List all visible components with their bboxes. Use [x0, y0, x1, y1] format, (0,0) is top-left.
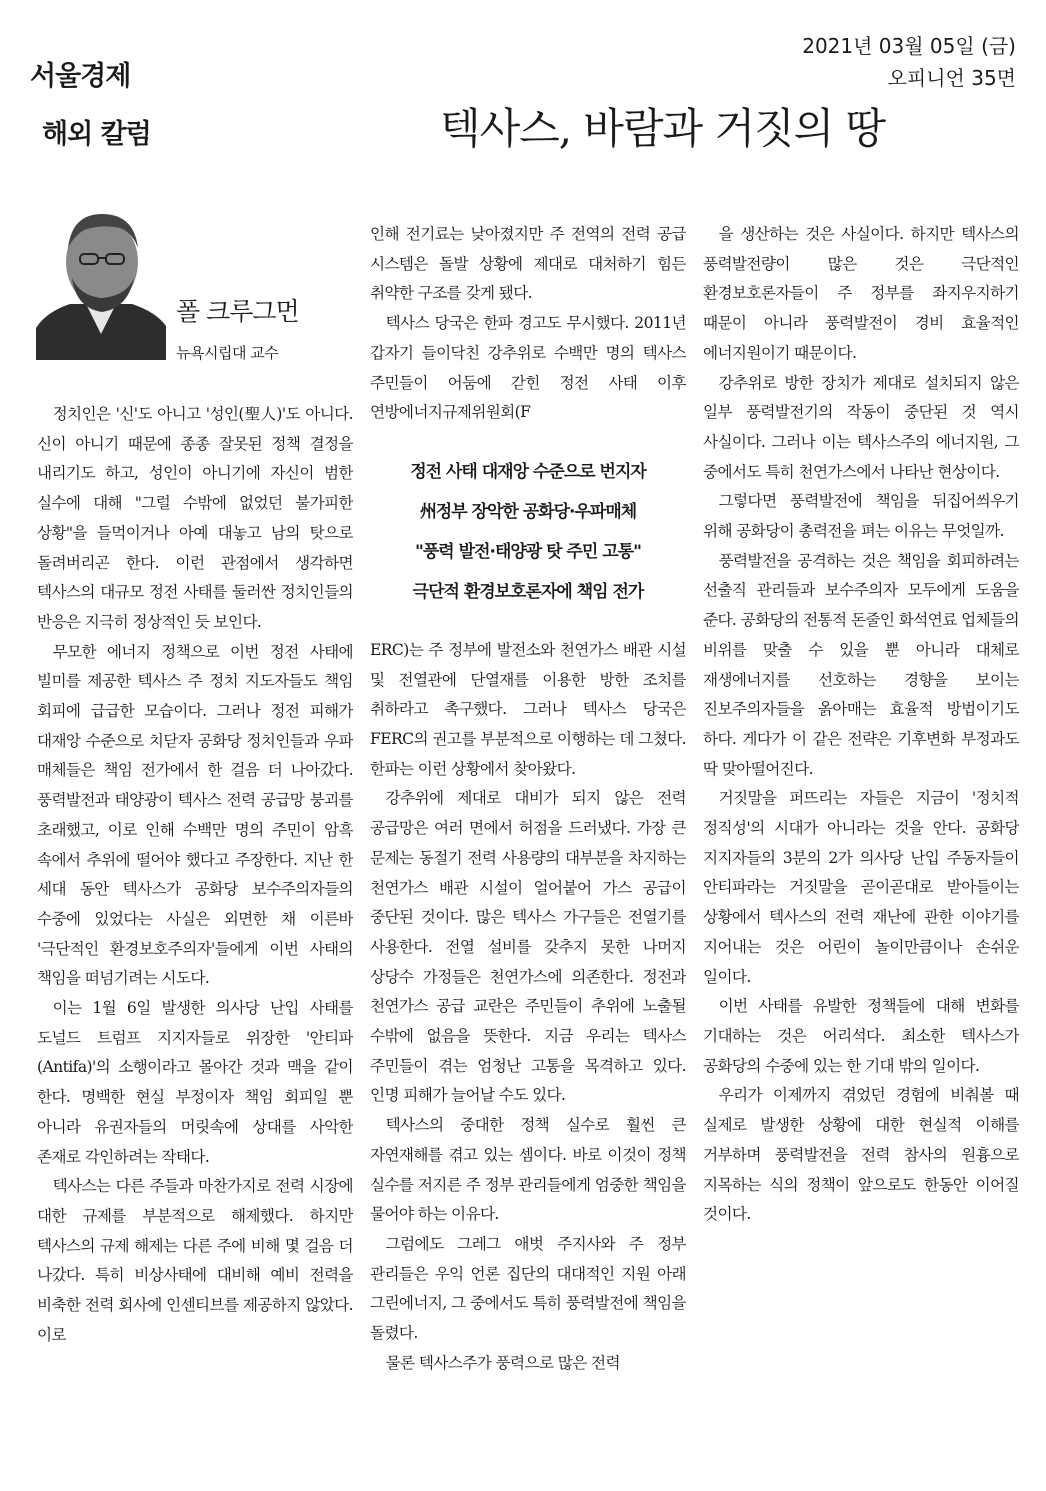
issue-date: 2021년 03월 05일 (금) [802, 34, 1016, 58]
paragraph: 그렇다면 풍력발전에 책임을 뒤집어씌우기 위해 공화당이 총력전을 펴는 이유는 무엇일까. [703, 492, 1019, 541]
paragraph: 그럼에도 그레그 애벗 주지사와 주 정부 관리들은 우익 언론 집단의 대대적인 지원 아래 그린에너지, 그 중에서도 특히 풍력발전에 책임을 돌렸다. [370, 1234, 686, 1343]
paragraph: 을 생산하는 것은 사실이다. 하지만 텍사스의 풍력발전량이 많은 것은 극단적인 환경보호론자들이 주 정부를 좌지우지하기 때문이 아니라 풍력발전이 경비 효율적인 에너지원이기 때문이다. [703, 225, 1019, 362]
pull-quote-line: 극단적 환경보호론자에 책임 전가 [412, 581, 644, 602]
paragraph: 물론 텍사스주가 풍력으로 많은 전력 [385, 1353, 620, 1372]
paragraph: 우리가 이제까지 겪었던 경험에 비춰볼 때 실제로 발생한 상황에 대한 현실적 이해를 거부하며 풍력발전을 전력 참사의 원흉으로 지목하는 식의 정책이 앞으로도 한동안 이어질 것이다. [703, 1086, 1019, 1224]
paragraph: 강추위로 방한 장치가 제대로 설치되지 않은 일부 풍력발전기의 작동이 중단된 것 역시 사실이다. 그러나 이는 텍사스주의 에너지원, 그 중에서도 특히 천연가스에서 나타난 현상이다. [703, 373, 1019, 481]
paragraph: 이는 1월 6일 발생한 의사당 난입 사태를 도널드 트럼프 지지자들로 위장한 '안티파(Antifa)'의 소행이라고 몰아간 것과 맥을 같이 한다. 명백한 현실 부정이자 책임 회피일 뿐 아니라 유권자들의 머릿속에 상대를 사악한 존재로 각인하려는 작태다. [37, 999, 353, 1166]
paragraph: 이번 사태를 유발한 정책들에 대해 변화를 기대하는 것은 어리석다. 최소한 텍사스가 공화당의 수중에 있는 한 기대 밖의 일이다. [703, 997, 1019, 1075]
article-headline: 텍사스, 바람과 거짓의 땅 [440, 104, 886, 153]
page-number: 오피니언 35면 [887, 66, 1016, 90]
pull-quote-line: 州정부 장악한 공화당·우파매체 [419, 501, 637, 522]
paragraph: 거짓말을 퍼뜨리는 자들은 지금이 '정치적 정직성'의 시대가 아니라는 것을 안다. 공화당 지지자들의 3분의 2가 의사당 난입 주동자들이 안티파라는 거짓말을 곧이곧대로 받아들이는 상황에서 텍사스의 전력 재난에 관한 이야기를 지어내는 것은 어린이 놀이만큼이나 손쉬운 일이다. [703, 789, 1019, 986]
paragraph: 정치인은 '신'도 아니고 '성인(聖人)'도 아니다. 신이 아니기 때문에 종종 잘못된 정책 결정을 내리기도 하고, 성인이 아니기에 자신이 범한 실수에 대해 "그럴 수밖에 없었던 불가피한 상황"을 들먹이거나 아예 대놓고 남의 탓으로 돌려버리곤 한다. 이런 관점에서 생각하면 텍사스의 대규모 정전 사태를 둘러싼 정치인들의 반응은 지극히 정상적인 듯 보인다. [37, 405, 353, 631]
paragraph: 텍사스 당국은 한파 경고도 무시했다. 2011년 갑자기 들이닥친 강추위로 수백만 명의 텍사스 주민들이 어둠에 갇힌 정전 사태 이후 연방에너지규제위원회(F [370, 314, 686, 422]
paragraph: 텍사스는 다른 주들과 마찬가지로 전력 시장에 대한 규제를 부분적으로 해제했다. 하지만 텍사스의 규제 해제는 다른 주에 비해 몇 걸음 더 나갔다. 특히 비상사태에 대비해 예비 전력을 비축한 전력 회사에 인센티브를 제공하지 않았다. 이로 [37, 1177, 353, 1344]
article-column-3 [703, 220, 1019, 1400]
paragraph: 텍사스의 중대한 정책 실수로 훨씬 큰 자연재해를 겪고 있는 셈이다. 바로 이것이 정책 실수를 저지른 주 정부 관리들에게 엄중한 책임을 물어야 하는 이유다. [370, 1116, 686, 1224]
section-label: 해외 칼럼 [42, 119, 151, 150]
author-name: 폴 크루그먼 [176, 297, 299, 326]
paragraph: ERC)는 주 정부에 발전소와 천연가스 배관 시설 및 전열관에 단열재를 이용한 방한 조치를 취하라고 촉구했다. 그러나 텍사스 당국은 FERC의 권고를 부분적으로 이행하는 데 그쳤다. 한파는 이런 상황에서 찾아왔다. [370, 640, 686, 778]
newspaper-masthead: 서울경제 [30, 61, 131, 92]
paragraph: 강추위에 제대로 대비가 되지 않은 전력 공급망은 여러 면에서 허점을 드러냈다. 가장 큰 문제는 동절기 전력 사용량의 대부분을 차지하는 천연가스 배관 시설이 얼어붙어 가스 공급이 중단된 것이다. 많은 텍사스 가구들은 전열기를 사용한다. 전열 설비를 갖추지 못한 나머지 상당수 가정들은 천연가스에 의존한다. 정전과 천연가스 공급 교란은 주민들이 추위에 노출될 수밖에 없음을 뜻한다. 지금 우리는 텍사스 주민들이 겪는 엄청난 고통을 목격하고 있다. 인명 피해가 늘어날 수도 있다. [370, 789, 686, 1105]
paragraph: 무모한 에너지 정책으로 이번 정전 사태에 빌미를 제공한 텍사스 주 정치 지도자들도 책임 회피에 급급한 모습이다. 그러나 정전 피해가 대재앙 수준으로 치닫자 공화당 정치인들과 우파 매체들은 책임 전가에서 한 걸음 더 나아갔다. 풍력발전과 태양광이 텍사스 전력 공급망 붕괴를 초래했고, 이로 인해 수백만 명의 주민이 암흑 속에서 추위에 떨어야 했다고 주장한다. 지난 한 세대 동안 텍사스가 공화당 보수주의자들의 수중에 있었다는 사실은 외면한 채 이른바 '극단적인 환경보호주의자'들에게 이번 사태의 책임을 떠넘기려는 시도다. [37, 642, 353, 988]
pull-quote [370, 452, 686, 612]
author-photo [36, 200, 166, 360]
paragraph: 인해 전기료는 낮아졌지만 주 전역의 전력 공급 시스템은 돌발 상황에 제대로 대처하기 힘든 취약한 구조를 갖게 됐다. [370, 225, 686, 303]
issue-info [802, 30, 1016, 94]
author-title: 뉴욕시립대 교수 [176, 344, 279, 362]
paragraph: 풍력발전을 공격하는 것은 책임을 회피하려는 선출직 관리들과 보수주의자 모두에게 도움을 준다. 공화당의 전통적 돈줄인 화석연료 업체들의 비위를 맞출 수 있을 뿐 아니라 대체로 재생에너지를 선호하는 경향을 보이는 진보주의자들을 옭아매는 효율적 방법이기도 하다. 게다가 이 같은 전략은 기후변화 부정과도 딱 맞아떨어진다. [703, 551, 1019, 778]
article-column-1 [37, 400, 353, 1480]
pull-quote-line: "풍력 발전·태양광 탓 주민 고통" [415, 541, 641, 562]
pull-quote-line: 정전 사태 대재앙 수준으로 번지자 [410, 461, 646, 482]
article-column-2 [370, 220, 686, 1480]
